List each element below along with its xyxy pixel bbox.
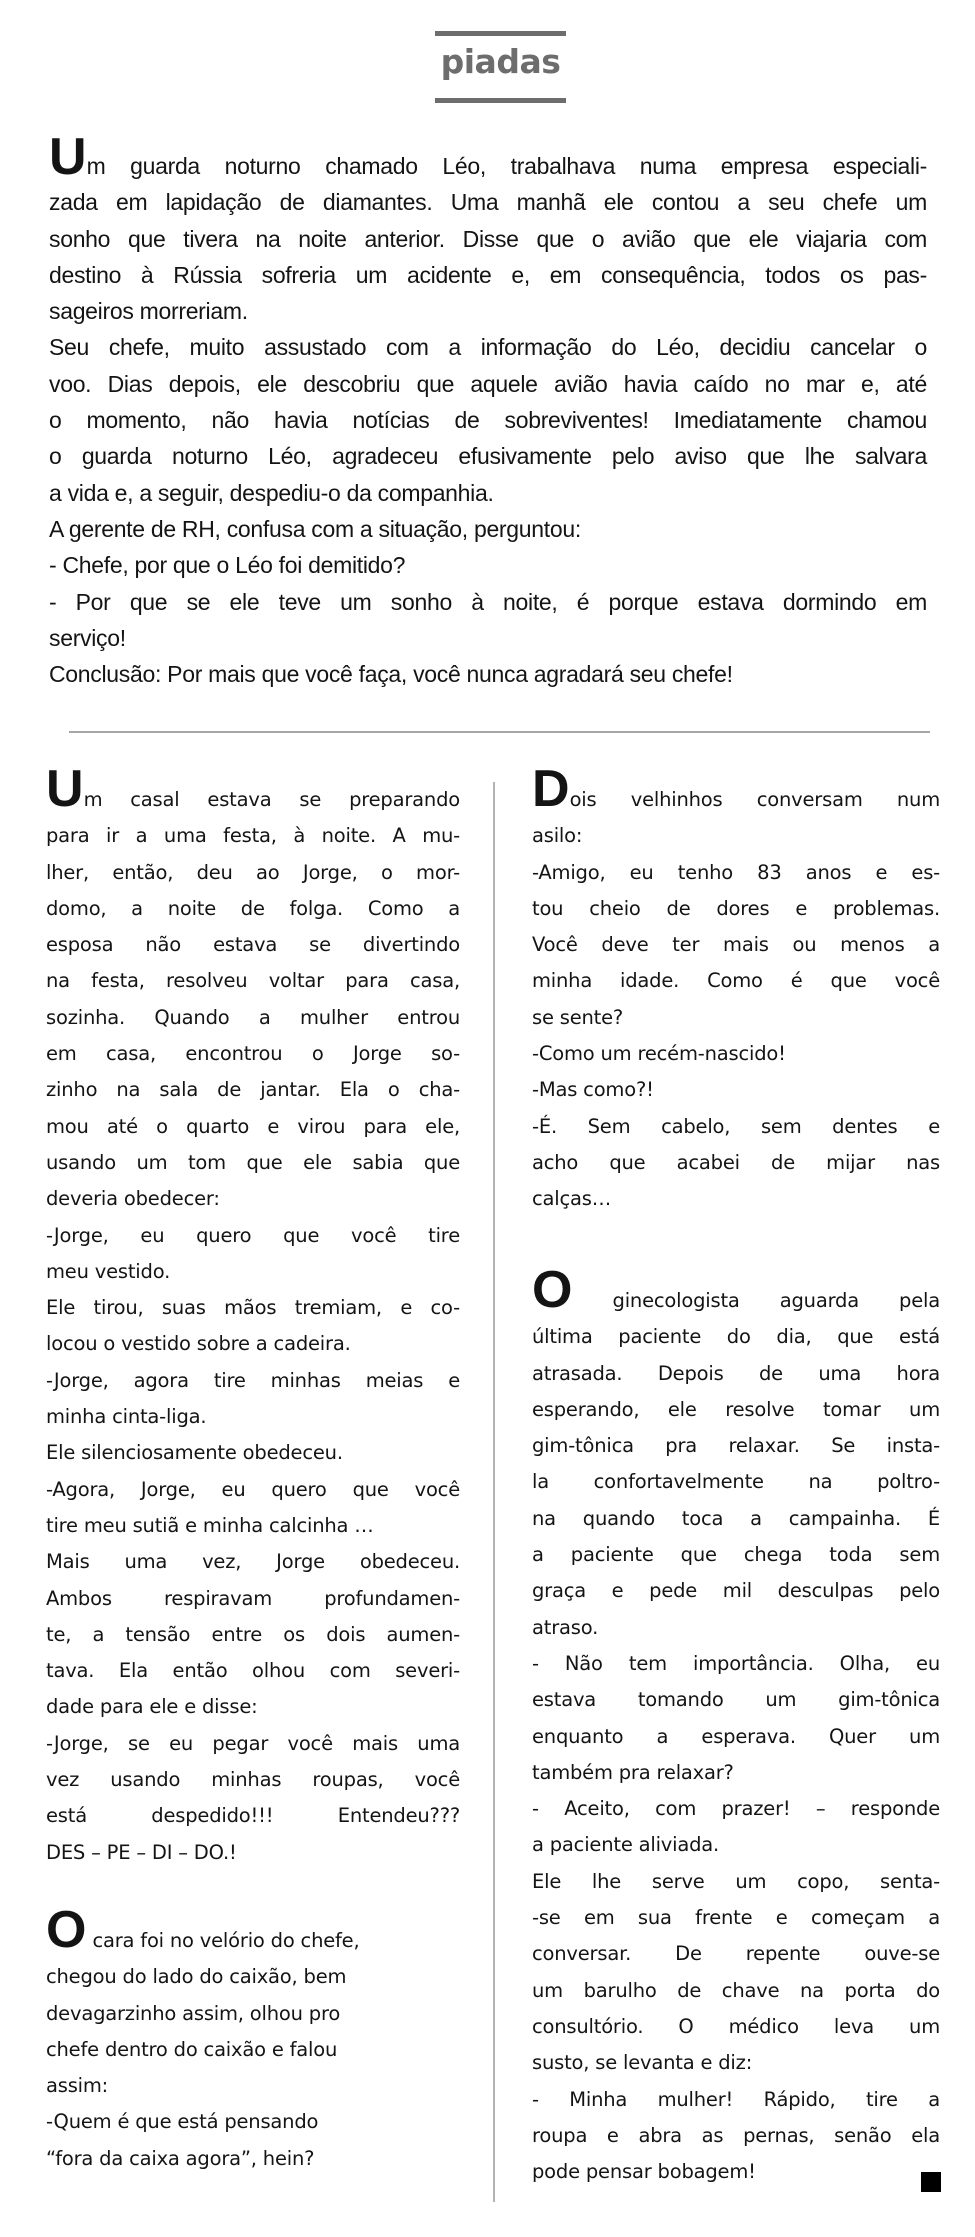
text-line bbox=[46, 760, 460, 818]
text-line: serviço! bbox=[49, 624, 126, 651]
line-text: ois velhinhos conversam num bbox=[569, 788, 940, 811]
text-line: calças… bbox=[532, 1187, 612, 1211]
text-line: -Amigo, eu tenho 83 anos e es- bbox=[532, 860, 940, 884]
text-line: graça e pede mil desculpas pelo bbox=[532, 1579, 940, 1603]
text-line: na festa, resolveu voltar para casa, bbox=[46, 969, 460, 993]
text-line: minha idade. Como é que você bbox=[532, 969, 940, 993]
text-line: chefe dentro do caixão e falou bbox=[46, 2037, 338, 2061]
text-line: o guarda noturno Léo, agradeceu efusivamente pelo aviso que lhe salvara bbox=[49, 443, 927, 470]
title-rule-bottom bbox=[435, 98, 566, 103]
text-line: -É. Sem cabelo, sem dentes e bbox=[532, 1114, 940, 1138]
story-couple-butler bbox=[46, 760, 460, 1871]
text-line: Ele tirou, suas mãos tremiam, e co- bbox=[46, 1296, 460, 1320]
text-line: -Quem é que está pensando bbox=[46, 2110, 319, 2134]
text-line: sozinha. Quando a mulher entrou bbox=[46, 1005, 460, 1029]
text-line: consultório. O médico leva um bbox=[532, 2014, 940, 2038]
section-title: piadas bbox=[440, 42, 561, 81]
text-line: voo. Dias depois, ele descobriu que aquele avião havia caído no mar e, até bbox=[49, 370, 927, 397]
text-line: sageiros morreriam. bbox=[49, 298, 248, 325]
text-line: tire meu sutiã e minha calcinha … bbox=[46, 1513, 374, 1537]
text-line: Seu chefe, muito assustado com a informação do Léo, decidiu cancelar o bbox=[49, 334, 927, 361]
drop-cap: U bbox=[49, 128, 87, 186]
text-line: tava. Ela então olhou com severi- bbox=[46, 1659, 460, 1683]
column-divider bbox=[493, 782, 495, 2202]
text-line: o momento, não havia notícias de sobreviventes! Imediatamente chamou bbox=[49, 407, 927, 434]
drop-cap: O bbox=[46, 1901, 87, 1959]
text-line: se sente? bbox=[532, 1005, 624, 1029]
text-line: minha cinta-liga. bbox=[46, 1405, 207, 1429]
text-line: acho que acabei de mijar nas bbox=[532, 1150, 940, 1174]
text-line: - Por que se ele teve um sonho à noite, é porque estava dormindo em bbox=[49, 588, 927, 615]
text-line: domo, a noite de folga. Como a bbox=[46, 896, 460, 920]
text-line: um barulho de chave na porta do bbox=[532, 1978, 940, 2002]
text-line: -Jorge, eu quero que você tire bbox=[46, 1223, 460, 1247]
drop-cap: U bbox=[46, 760, 84, 818]
text-line: DES – PE – DI – DO.! bbox=[46, 1840, 237, 1864]
text-line: - Não tem importância. Olha, eu bbox=[532, 1651, 940, 1675]
text-line: a paciente aliviada. bbox=[532, 1833, 720, 1857]
text-line: lher, então, deu ao Jorge, o mor- bbox=[46, 860, 460, 884]
line-text: m guarda noturno chamado Léo, trabalhava numa empresa especiali- bbox=[86, 153, 927, 179]
story-old-men bbox=[532, 760, 940, 1218]
text-line: para ir a uma festa, à noite. A mu- bbox=[46, 824, 460, 848]
text-line: -Agora, Jorge, eu quero que você bbox=[46, 1477, 460, 1501]
text-line: - Chefe, por que o Léo foi demitido? bbox=[49, 552, 406, 579]
text-line: - Minha mulher! Rápido, tire a bbox=[532, 2087, 940, 2111]
text-line: te, a tensão entre os dois aumen- bbox=[46, 1622, 460, 1646]
text-line: asilo: bbox=[532, 824, 583, 848]
line-text: ginecologista aguarda pela bbox=[572, 1289, 940, 1312]
text-line: la confortavelmente na poltro- bbox=[532, 1470, 940, 1494]
text-line: vez usando minhas roupas, você bbox=[46, 1768, 460, 1792]
text-line: pode pensar bobagem! bbox=[532, 2160, 756, 2184]
text-line: locou o vestido sobre a cadeira. bbox=[46, 1332, 351, 1356]
text-line: devagarzinho assim, olhou pro bbox=[46, 2001, 341, 2025]
text-line: meu vestido. bbox=[46, 1259, 171, 1283]
text-line bbox=[532, 1261, 940, 1319]
text-line: em casa, encontrou o Jorge so- bbox=[46, 1042, 460, 1066]
text-line: enquanto a esperava. Quer um bbox=[532, 1724, 940, 1748]
drop-cap: D bbox=[532, 760, 570, 818]
text-line: zada em lapidação de diamantes. Uma manhã ele contou a seu chefe um bbox=[49, 189, 927, 216]
text-line: também pra relaxar? bbox=[532, 1760, 734, 1784]
text-line: zinho na sala de jantar. Ela o cha- bbox=[46, 1078, 460, 1102]
text-line: a paciente que chega toda sem bbox=[532, 1543, 940, 1567]
text-line: está despedido!!! Entendeu??? bbox=[46, 1804, 460, 1828]
text-line: mou até o quarto e virou para ele, bbox=[46, 1114, 460, 1138]
text-line: roupa e abra as pernas, senão ela bbox=[532, 2123, 940, 2147]
text-line: Você deve ter mais ou menos a bbox=[532, 933, 940, 957]
drop-cap: O bbox=[532, 1261, 573, 1319]
text-line: atraso. bbox=[532, 1615, 599, 1639]
text-line: A gerente de RH, confusa com a situação, perguntou: bbox=[49, 515, 581, 542]
text-line bbox=[46, 1901, 460, 1959]
text-line: susto, se levanta e diz: bbox=[532, 2051, 753, 2075]
story-gynecologist bbox=[532, 1261, 940, 2190]
text-line: a vida e, a seguir, despediu-o da companhia. bbox=[49, 479, 494, 506]
text-line: conversar. De repente ouve-se bbox=[532, 1942, 940, 1966]
line-text: cara foi no velório do chefe, bbox=[86, 1929, 360, 1952]
text-line: Conclusão: Por mais que você faça, você nunca agradará seu chefe! bbox=[49, 661, 733, 688]
text-line: -Como um recém-nascido! bbox=[532, 1042, 786, 1066]
text-line: gim-tônica pra relaxar. Se insta- bbox=[532, 1434, 940, 1458]
text-line: -se em sua frente e começam a bbox=[532, 1906, 940, 1930]
text-line: estava tomando um gim-tônica bbox=[532, 1688, 940, 1712]
text-line: Ele silenciosamente obedeceu. bbox=[46, 1441, 343, 1465]
text-line: esposa não estava se divertindo bbox=[46, 933, 460, 957]
text-line: tou cheio de dores e problemas. bbox=[532, 896, 940, 920]
text-line: Ambos respiravam profundamen- bbox=[46, 1586, 460, 1610]
title-rule-top bbox=[435, 31, 566, 36]
text-line: atrasada. Depois de uma hora bbox=[532, 1361, 940, 1385]
text-line: destino à Rússia sofreria um acidente e, em consequência, todos os pas- bbox=[49, 261, 927, 288]
text-line bbox=[532, 760, 940, 818]
text-line: assim: bbox=[46, 2074, 109, 2098]
text-line: última paciente do dia, que está bbox=[532, 1325, 940, 1349]
section-divider bbox=[69, 731, 930, 733]
text-line: chegou do lado do caixão, bem bbox=[46, 1965, 347, 1989]
text-line: deveria obedecer: bbox=[46, 1187, 220, 1211]
text-line: Ele lhe serve um copo, senta- bbox=[532, 1869, 940, 1893]
text-line: “fora da caixa agora”, hein? bbox=[46, 2146, 315, 2170]
text-line: usando um tom que ele sabia que bbox=[46, 1150, 460, 1174]
story-funeral bbox=[46, 1901, 460, 2177]
text-line: Mais uma vez, Jorge obedeceu. bbox=[46, 1550, 460, 1574]
text-line: sonho que tivera na noite anterior. Disse que o avião que ele viajaria com bbox=[49, 225, 927, 252]
text-line: -Jorge, se eu pegar você mais uma bbox=[46, 1731, 460, 1755]
text-line: dade para ele e disse: bbox=[46, 1695, 258, 1719]
text-line: -Mas como?! bbox=[532, 1078, 654, 1102]
text-line: na quando toca a campainha. É bbox=[532, 1506, 940, 1530]
end-of-article-mark bbox=[921, 2172, 941, 2192]
story-night-guard bbox=[49, 128, 927, 692]
text-line: - Aceito, com prazer! – responde bbox=[532, 1797, 940, 1821]
text-line: esperando, ele resolve tomar um bbox=[532, 1397, 940, 1421]
line-text: m casal estava se preparando bbox=[83, 788, 460, 811]
text-line: -Jorge, agora tire minhas meias e bbox=[46, 1368, 460, 1392]
text-line bbox=[49, 128, 927, 186]
